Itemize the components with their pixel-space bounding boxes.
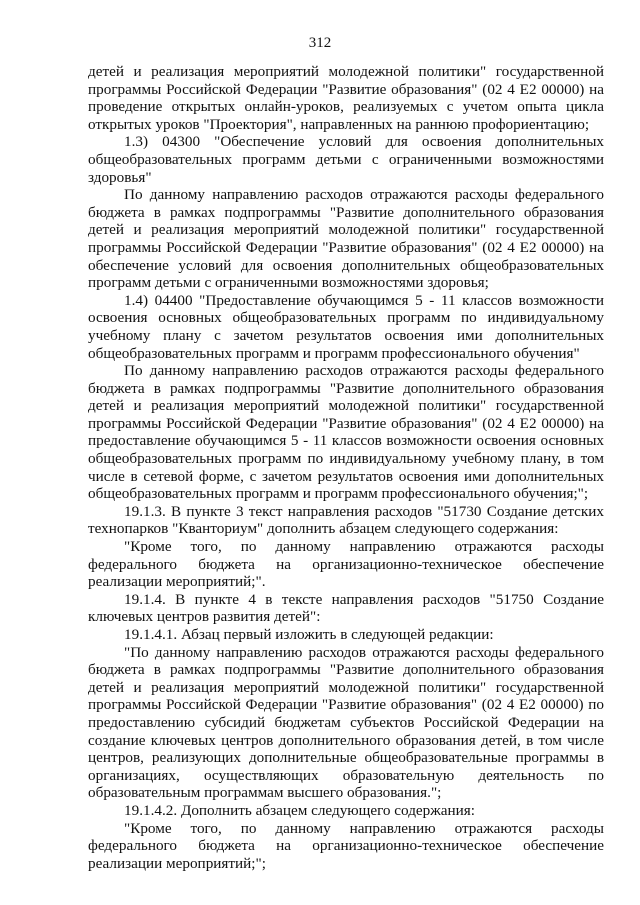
document-body <box>88 63 604 872</box>
paragraph-clause-19-1-4: 19.1.4. В пункте 4 в тексте направления расходов "51750 Создание ключевых центров развития детей": <box>88 590 604 626</box>
paragraph-quote-2: "По данному направлению расходов отражаются расходы федерального бюджета в рамках подпрограммы "Развитие дополнительного образования детей и реализация мероприятий молодежной политики" государственной программы Российской Федерации "Развитие образования" (02 4 Е2 00000) по предоставлению субсидий бюджетам субъектов Российской Федерации на создание ключевых центров дополнительного образования детей, в том числе центров, реализующих дополнительные общеобразовательные программы в организациях, осуществляющих образовательную деятельность по образовательным программам высшего образования."; <box>88 643 604 802</box>
paragraph-item-1-3: 1.3) 04300 "Обеспечение условий для освоения дополнительных общеобразовательных программ детьми с ограниченными возможностями здоровья" <box>88 133 604 186</box>
paragraph-clause-19-1-4-1: 19.1.4.1. Абзац первый изложить в следующей редакции: <box>124 626 494 643</box>
paragraph-continuation: детей и реализация мероприятий молодежной политики" государственной программы Российской Федерации "Развитие образования" (02 4 Е2 00000) на проведение открытых онлайн-уроков, реализуемых с учетом опыта цикла открытых уроков "Проектория", направленных на раннюю профориентацию; <box>88 63 604 133</box>
paragraph-item-1-4: 1.4) 04400 "Предоставление обучающимся 5 - 11 классов возможности освоения основных общеобразовательных программ по индивидуальному учебному плану с зачетом результатов освоения ими дополнительных общеобразовательных программ и программ профессионального обучения" <box>88 291 604 362</box>
paragraph-quote-1: "Кроме того, по данному направлению отражаются расходы федерального бюджета на организационно-техническое обеспечение реализации мероприятий;". <box>88 538 604 591</box>
paragraph-clause-19-1-3: 19.1.3. В пункте 3 текст направления расходов "51730 Создание детских технопарков "Кванториум" дополнить абзацем следующего содержания: <box>88 502 604 538</box>
paragraph-quote-3: "Кроме того, по данному направлению отражаются расходы федерального бюджета на организационно-техническое обеспечение реализации мероприятий;"; <box>88 819 604 872</box>
paragraph-clause-19-1-4-2: 19.1.4.2. Дополнить абзацем следующего содержания: <box>124 801 475 819</box>
page-number: 312 <box>308 35 332 51</box>
paragraph-expense-description-1-4: По данному направлению расходов отражаются расходы федерального бюджета в рамках подпрограммы "Развитие дополнительного образования детей и реализация мероприятий молодежной политики" государственной программы Российской Федерации "Развитие образования" (02 4 Е2 00000) на предоставление обучающимся 5 - 11 классов возможности освоения основных общеобразовательных программ по индивидуальному учебному плану, в том числе в сетевой форме, с зачетом результатов освоения ими дополнительных общеобразовательных программ и программ профессионального обучения;"; <box>88 362 604 503</box>
paragraph-expense-description-1-3: По данному направлению расходов отражаются расходы федерального бюджета в рамках подпрограммы "Развитие дополнительного образования детей и реализация мероприятий молодежной политики" государственной программы Российской Федерации "Развитие образования" (02 4 Е2 00000) на обеспечение условий для освоения дополнительных общеобразовательных программ детьми с ограниченными возможностями здоровья; <box>88 186 604 292</box>
